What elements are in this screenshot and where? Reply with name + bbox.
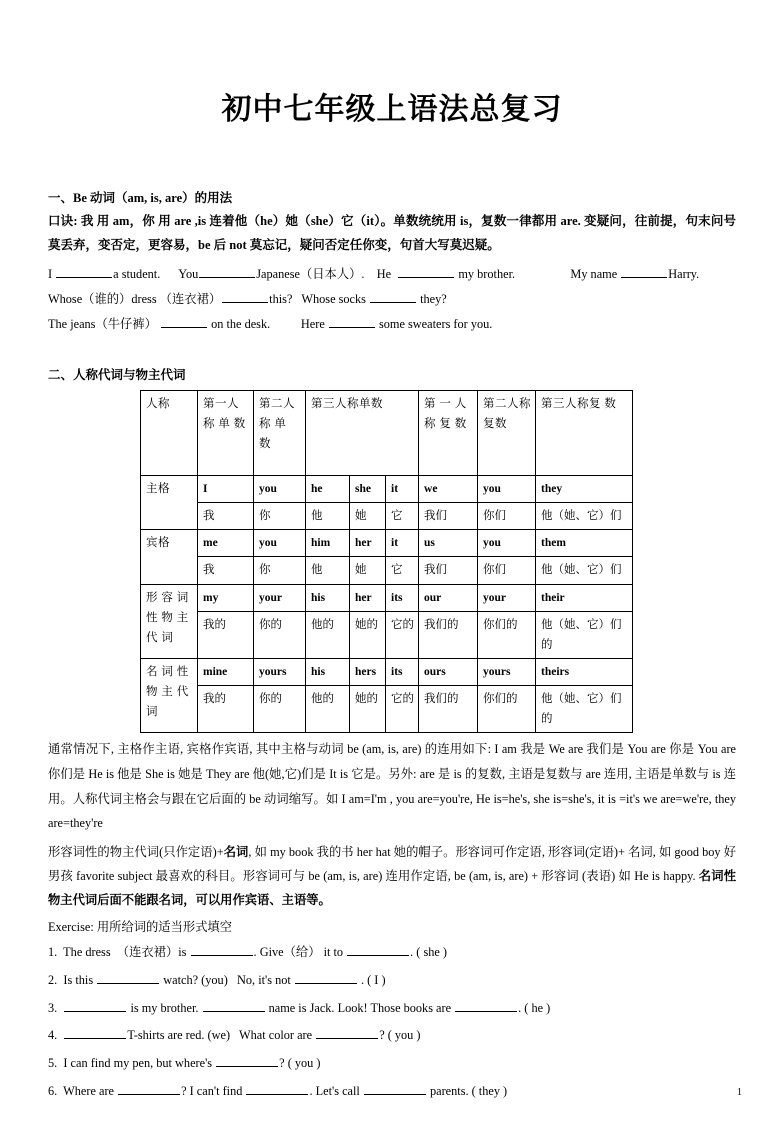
table-cell-chinese: 它 [386, 503, 419, 530]
fill-in-blank[interactable] [316, 1028, 378, 1040]
sentence-text: I [48, 266, 56, 281]
para2-bold-noun: 名词 [223, 844, 249, 859]
table-cell-chinese: 他 [306, 503, 350, 530]
table-row [141, 476, 633, 503]
exercise-item-number: 4. [48, 1028, 58, 1043]
pronoun-table [140, 390, 633, 733]
sentence-text: Where are [57, 1083, 118, 1098]
table-cell-chinese: 她的 [350, 611, 386, 658]
table-row-label: 主格 [141, 476, 198, 530]
table-header-cell: 第 一 人称 复 数 [419, 391, 478, 476]
sentence-text: a student. You [113, 266, 199, 281]
fill-in-blank[interactable] [621, 266, 667, 278]
table-cell-english: I [198, 476, 254, 503]
sentence-text: T-shirts are red. (we) What color are [127, 1028, 316, 1043]
sentence-text: my brother. My name [455, 266, 621, 281]
table-cell-chinese: 你们的 [478, 686, 536, 733]
table-cell-english: his [306, 658, 350, 685]
table-cell-chinese: 她的 [350, 686, 386, 733]
table-cell-chinese: 他 [306, 557, 350, 584]
exercise-item [48, 1078, 736, 1106]
sentence-text: . ( I ) [357, 973, 386, 988]
table-row [141, 503, 633, 530]
table-cell-chinese: 他（她、它）们的 [536, 686, 633, 733]
sentence-text: on the desk. Here [208, 317, 328, 332]
table-cell-chinese: 我 [198, 503, 254, 530]
exercise-item-number: 5. [48, 1055, 58, 1070]
sentence-text: name is Jack. Look! Those books are [265, 1000, 455, 1015]
table-header-cell: 第一人称 单 数 [198, 391, 254, 476]
table-cell-english: her [350, 530, 386, 557]
table-cell-chinese: 它的 [386, 686, 419, 733]
table-row [141, 611, 633, 658]
sentence-text: I can find my pen, but where's [57, 1055, 216, 1070]
exercise-list [48, 939, 736, 1105]
para2-pre: 形容词性的物主代词(只作定语)+ [48, 844, 224, 859]
exercise-item [48, 967, 736, 995]
exercise-item [48, 995, 736, 1023]
table-cell-english: your [478, 584, 536, 611]
sentence-text: they? [417, 291, 447, 306]
fill-in-blank[interactable] [56, 266, 112, 278]
table-cell-english: you [478, 530, 536, 557]
document-body [48, 0, 736, 1105]
sentence-text: Is this [57, 973, 97, 988]
table-header-cell: 第二人称复数 [478, 391, 536, 476]
table-cell-english: it [386, 530, 419, 557]
fill-in-blank[interactable] [64, 1000, 126, 1012]
pronoun-usage-paragraph-1: 通常情况下, 主格作主语, 宾格作宾语, 其中主格与动词 be (am, is, are) 的连用如下: I am 我是 We are 我们是 You are 你是 You are 你们是 He is 他是 She is 她是 They are 他(她,它)们是 It is 它是。另外: are 是 is 的复数, 主语是复数与 are 连用, 主语是单数与 is 连用。人称代词主格会与跟在它后面的 be 动词缩写。如 I am=I'm , you are=you're, He is=he's, she is=she's, it is =it's we are=we're, they are=they're [48, 742, 736, 831]
page-title: 初中七年级上语法总复习 [221, 93, 563, 126]
exercise-item [48, 939, 736, 967]
exercise-heading: Exercise: 用所给词的适当形式填空 [48, 919, 233, 934]
table-cell-english: his [306, 584, 350, 611]
table-cell-english: my [198, 584, 254, 611]
table-cell-chinese: 我的 [198, 611, 254, 658]
sentence-text: Harry. [668, 266, 700, 281]
fill-in-blank[interactable] [216, 1055, 278, 1067]
fill-in-blank[interactable] [364, 1083, 426, 1095]
table-cell-english: their [536, 584, 633, 611]
table-header-cell: 第二人称 单 数 [254, 391, 306, 476]
fill-in-sentence [48, 312, 736, 337]
fill-in-blank[interactable] [222, 291, 268, 303]
table-cell-english: it [386, 476, 419, 503]
table-cell-chinese: 你 [254, 503, 306, 530]
table-row [141, 584, 633, 611]
table-cell-english: her [350, 584, 386, 611]
fill-in-blank[interactable] [398, 266, 454, 278]
table-cell-chinese: 我们 [419, 557, 478, 584]
table-cell-english: hers [350, 658, 386, 685]
table-header-cell: 第三人称单数 [306, 391, 419, 476]
fill-in-blank[interactable] [295, 972, 357, 984]
table-cell-chinese: 我们的 [419, 686, 478, 733]
sentence-text: ? I can't find [181, 1083, 246, 1098]
table-cell-chinese: 我的 [198, 686, 254, 733]
table-cell-chinese: 他的 [306, 611, 350, 658]
para2-bold-note: 名词性物主代词后面不能跟名词，可以用作宾语、主语等。 [48, 869, 736, 908]
sentence-text: ? ( you ) [279, 1055, 321, 1070]
table-cell-chinese: 你 [254, 557, 306, 584]
table-cell-chinese: 你的 [254, 611, 306, 658]
exercise-item [48, 1050, 736, 1078]
table-row-label: 名 词 性 物 主 代 词 [141, 658, 198, 732]
fill-in-blank[interactable] [161, 316, 207, 328]
table-cell-english: them [536, 530, 633, 557]
exercise-item [48, 1022, 736, 1050]
sentence-text: is my brother. [127, 1000, 202, 1015]
fill-in-blank[interactable] [203, 1000, 265, 1012]
table-cell-english: our [419, 584, 478, 611]
fill-in-blank[interactable] [455, 1000, 517, 1012]
pronoun-usage-paragraph-2 [48, 840, 736, 913]
table-cell-english: we [419, 476, 478, 503]
sentence-text: The dress （连衣裙）is [57, 945, 190, 960]
fill-in-blank[interactable] [191, 945, 253, 957]
sentence-text: ? ( you ) [379, 1028, 421, 1043]
table-cell-english: you [478, 476, 536, 503]
page-number: 1 [737, 1087, 742, 1098]
fill-in-blank[interactable] [199, 266, 255, 278]
table-header-cell: 第三人称复 数 [536, 391, 633, 476]
sentence-text: . Let's call [309, 1083, 363, 1098]
table-row [141, 658, 633, 685]
table-cell-english: its [386, 658, 419, 685]
table-cell-chinese: 它 [386, 557, 419, 584]
table-cell-chinese: 它的 [386, 611, 419, 658]
table-cell-english: yours [478, 658, 536, 685]
table-row-label: 形 容 词 性 物 主 代 词 [141, 584, 198, 658]
table-cell-chinese: 你的 [254, 686, 306, 733]
table-cell-english: him [306, 530, 350, 557]
table-cell-english: ours [419, 658, 478, 685]
sentence-text: The jeans（牛仔裤） [48, 317, 161, 332]
sentence-text: parents. ( they ) [426, 1083, 508, 1098]
table-header-row [141, 391, 633, 476]
table-cell-chinese: 你们 [478, 503, 536, 530]
table-row [141, 557, 633, 584]
table-row [141, 686, 633, 733]
sentence-text: this? Whose socks [269, 291, 370, 306]
fill-in-blank[interactable] [118, 1083, 180, 1095]
table-cell-chinese: 我 [198, 557, 254, 584]
sentence-text: Whose（谁的）dress （连衣裙） [48, 291, 222, 306]
table-cell-chinese: 我们的 [419, 611, 478, 658]
fill-in-blank[interactable] [370, 291, 416, 303]
be-verb-mnemonic: 口诀: 我 用 am，你 用 are ,is 连着他（he）她（she）它（it）。单数统统用 is，复数一律都用 are. 变疑问，往前提，句末问号莫丢弃，变否定，更容易，be 后 not 莫忘记，疑问否定任你变，句首大写莫迟疑。 [48, 213, 736, 253]
table-cell-english: its [386, 584, 419, 611]
table-cell-english: you [254, 530, 306, 557]
sentence-text: . ( he ) [518, 1000, 551, 1015]
exercise-item-number: 2. [48, 973, 58, 988]
section-two-heading: 二、人称代词与物主代词 [48, 368, 186, 383]
table-cell-english: he [306, 476, 350, 503]
sentence-text [57, 1028, 63, 1042]
exercise-item-number: 6. [48, 1083, 58, 1098]
table-header-cell: 人称 [141, 391, 198, 476]
pronoun-table-wrapper [48, 390, 736, 733]
table-cell-chinese: 你们的 [478, 611, 536, 658]
table-cell-english: us [419, 530, 478, 557]
fill-in-blank[interactable] [97, 972, 159, 984]
fill-in-sentence [48, 262, 736, 287]
table-cell-chinese: 她 [350, 557, 386, 584]
fill-in-blank[interactable] [347, 945, 409, 957]
sentence-text: some sweaters for you. [375, 317, 493, 332]
section-one-heading: 一、Be 动词（am, is, are）的用法 [48, 191, 233, 205]
table-cell-chinese: 他（她、它）们 [536, 557, 633, 584]
table-cell-english: yours [254, 658, 306, 685]
fill-in-blank[interactable] [64, 1028, 126, 1040]
table-row-label: 宾格 [141, 530, 198, 584]
table-cell-chinese: 他（她、它）们的 [536, 611, 633, 658]
table-cell-chinese: 他（她、它）们 [536, 503, 633, 530]
exercise-item-number: 1. [48, 945, 58, 960]
table-cell-english: you [254, 476, 306, 503]
table-cell-chinese: 你们 [478, 557, 536, 584]
be-verb-fill-in-lines [48, 262, 736, 338]
table-row [141, 530, 633, 557]
table-cell-english: they [536, 476, 633, 503]
fill-in-blank[interactable] [246, 1083, 308, 1095]
fill-in-blank[interactable] [329, 316, 375, 328]
sentence-text: . Give（给） it to [253, 945, 347, 960]
table-cell-english: your [254, 584, 306, 611]
table-cell-english: me [198, 530, 254, 557]
table-cell-chinese: 我们 [419, 503, 478, 530]
fill-in-sentence [48, 287, 736, 312]
para2-mid: , 如 my book 我的书 her hat 她的帽子。形容词可作定语, 形容词(定语)+ 名词, 如 good boy 好男孩 favorite subject 最喜欢的科目。形容词可与 be (am, is, are) 连用作定语, be (am, is, are) + 形容词 (表语) 如 He is happy. [48, 844, 736, 884]
sentence-text: watch? (you) No, it's not [160, 973, 294, 988]
table-cell-chinese: 她 [350, 503, 386, 530]
table-cell-english: theirs [536, 658, 633, 685]
sentence-text [57, 1001, 63, 1015]
table-cell-english: mine [198, 658, 254, 685]
sentence-text: . ( she ) [410, 945, 448, 960]
table-cell-english: she [350, 476, 386, 503]
exercise-item-number: 3. [48, 1000, 58, 1015]
table-cell-chinese: 他的 [306, 686, 350, 733]
sentence-text: Japanese（日本人）. He [256, 266, 398, 281]
